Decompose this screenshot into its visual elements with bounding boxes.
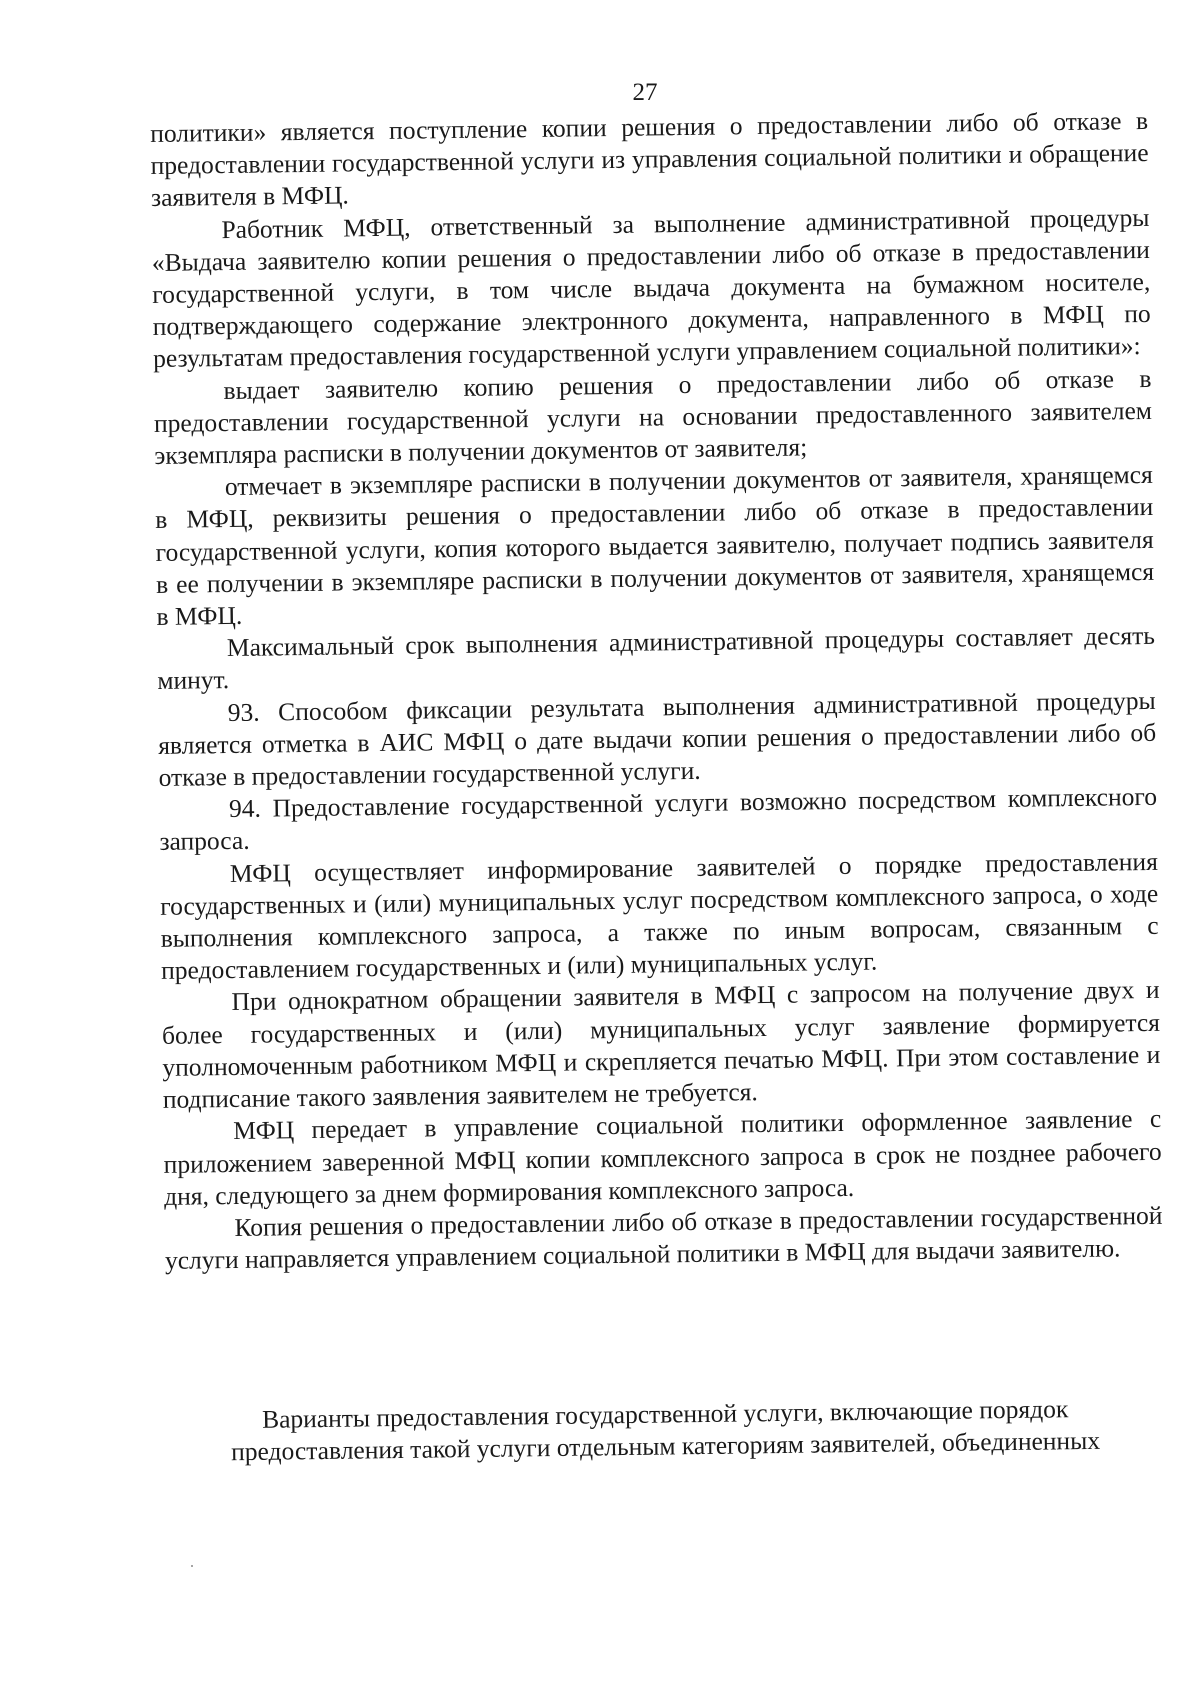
paragraph-continuation: политики» является поступление копии решения о предоставлении либо об отказе в предоставлении государственной услуги из управления социальной политики и обращение заявителя в МФЦ. xyxy=(150,105,1149,213)
scan-speck xyxy=(191,1565,193,1567)
paragraph-issues-copy: выдает заявителю копию решения о предоставлении либо об отказе в предоставлении государственной услуги на основании предоставленного заявителем экземпляра расписки в получении документов от заявителя; xyxy=(153,363,1153,471)
section-heading-line-1: Варианты предоставления государственной услуги, включающие порядок xyxy=(261,1394,1069,1434)
paragraph-decision-copy: Копия решения о предоставлении либо об отказе в предоставлении государственной услуги направляется управлением социальной политики в МФЦ для выдачи заявителю. xyxy=(164,1200,1163,1276)
paragraph-single-request: При однократном обращении заявителя в МФЦ с запросом на получение двух и более государственных и (или) муниципальных услуг заявление формируется уполномоченным работником МФЦ и скрепляется печатью МФЦ. При этом составление и подписание такого заявления заявителем не требуется. xyxy=(161,975,1161,1115)
document-body xyxy=(150,105,1163,1277)
section-heading xyxy=(170,1392,1161,1469)
paragraph-item-93: 93. Способом фиксации результата выполнения административной процедуры является отметка в АИС МФЦ о дате выдачи копии решения о предоставлении либо об отказе в предоставлении государственной услуги. xyxy=(158,685,1157,793)
paragraph-mfc-informs: МФЦ осуществляет информирование заявителей о порядке предоставления государственных и (или) муниципальных услуг посредством комплексного запроса, о ходе выполнения комплексного запроса, а также по иным вопросам, связанным с предоставлением государственных и (или) муниципальных услуг. xyxy=(160,846,1159,986)
paragraph-mfc-worker: Работник МФЦ, ответственный за выполнение административной процедуры «Выдача заявителю копии решения о предоставлении либо об отказе в предоставлении государственной услуги, в том числе выдача документа на бумажном носителе, подтверждающего содержание электронного документа, направленного в МФЦ по результатам предоставления государственной услуги управлением социальной политики»: xyxy=(151,202,1151,374)
paragraph-marks-receipt: отмечает в экземпляре расписки в получении документов от заявителя, хранящемся в МФЦ, реквизиты решения о предоставлении либо об отказе в предоставлении государственной услуги, копия которого выдается заявителю, получает подпись заявителя в ее получении в экземпляре расписки в получении документов от заявителя, хранящемся в МФЦ. xyxy=(155,460,1155,632)
paragraph-mfc-transfers: МФЦ передает в управление социальной политики оформленное заявление с приложением заверенной МФЦ копии комплексного запроса в срок не позднее рабочего дня, следующего за днем формирования комплексного запроса. xyxy=(163,1104,1162,1211)
section-heading-line-2: предоставления такой услуги отдельным категориям заявителей, объединенных xyxy=(230,1425,1101,1467)
page-number: 27 xyxy=(632,79,658,106)
paragraph-max-time: Максимальный срок выполнения административной процедуры составляет десять минут. xyxy=(157,621,1156,696)
paragraph-item-94: 94. Предоставление государственной услуги возможно посредством комплексного запроса. xyxy=(159,782,1158,857)
